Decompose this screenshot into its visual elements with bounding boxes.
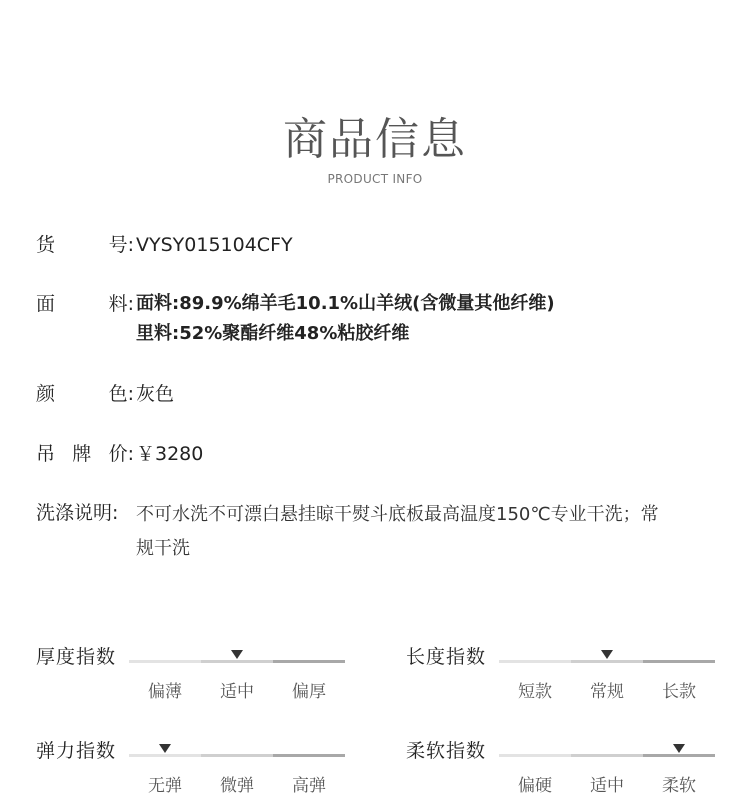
- meter-option: 微弹: [220, 776, 254, 796]
- meter-option: 长款: [662, 682, 696, 702]
- page-subtitle: PRODUCT INFO: [327, 172, 423, 186]
- sku-label: 货 号:: [36, 234, 134, 256]
- page-title: 商品信息: [283, 114, 467, 165]
- meter-marker-icon: [159, 744, 171, 753]
- meter-track: [129, 660, 345, 663]
- length-meter: [406, 642, 716, 702]
- fabric-label: 面 料:: [36, 293, 134, 315]
- meter-marker-icon: [231, 650, 243, 659]
- fabric-lining-line: 里料:52%聚酯纤维48%粘胶纤维: [136, 323, 410, 344]
- wash-label: 洗涤说明:: [36, 502, 119, 524]
- meter-option: 偏薄: [148, 682, 182, 702]
- meter-option: 偏硬: [518, 776, 552, 796]
- color-value: 灰色: [136, 383, 175, 405]
- softness-meter-label: 柔软指数: [406, 740, 487, 762]
- meter-track: [499, 754, 715, 757]
- thickness-meter-label: 厚度指数: [36, 646, 117, 668]
- price-value: ￥3280: [136, 443, 204, 465]
- sku-value: VYSY015104CFY: [136, 234, 293, 256]
- length-meter-label: 长度指数: [406, 646, 487, 668]
- meter-marker-icon: [673, 744, 685, 753]
- meter-option: 偏厚: [292, 682, 326, 702]
- elasticity-meter-label: 弹力指数: [36, 740, 117, 762]
- softness-meter: [406, 736, 716, 796]
- elasticity-meter: [36, 736, 346, 796]
- fabric-outer-line: 面料:89.9%绵羊毛10.1%山羊绒(含微量其他纤维): [136, 293, 555, 314]
- meter-option: 短款: [518, 682, 552, 702]
- meter-track: [129, 754, 345, 757]
- meter-track: [499, 660, 715, 663]
- thickness-meter: [36, 642, 346, 702]
- color-label: 颜 色:: [36, 383, 134, 405]
- meter-option: 适中: [590, 776, 624, 796]
- meter-option: 适中: [220, 682, 254, 702]
- fabric-value: [136, 289, 721, 349]
- meter-marker-icon: [601, 650, 613, 659]
- meter-option: 柔软: [662, 776, 696, 796]
- wash-value: 不可水洗不可漂白悬挂晾干熨斗底板最高温度150℃专业干洗；常 规干洗: [136, 504, 659, 559]
- meter-option: 无弹: [148, 776, 182, 796]
- meter-option: 高弹: [292, 776, 326, 796]
- price-label: 吊 牌 价:: [36, 443, 134, 465]
- meter-option: 常规: [590, 682, 624, 702]
